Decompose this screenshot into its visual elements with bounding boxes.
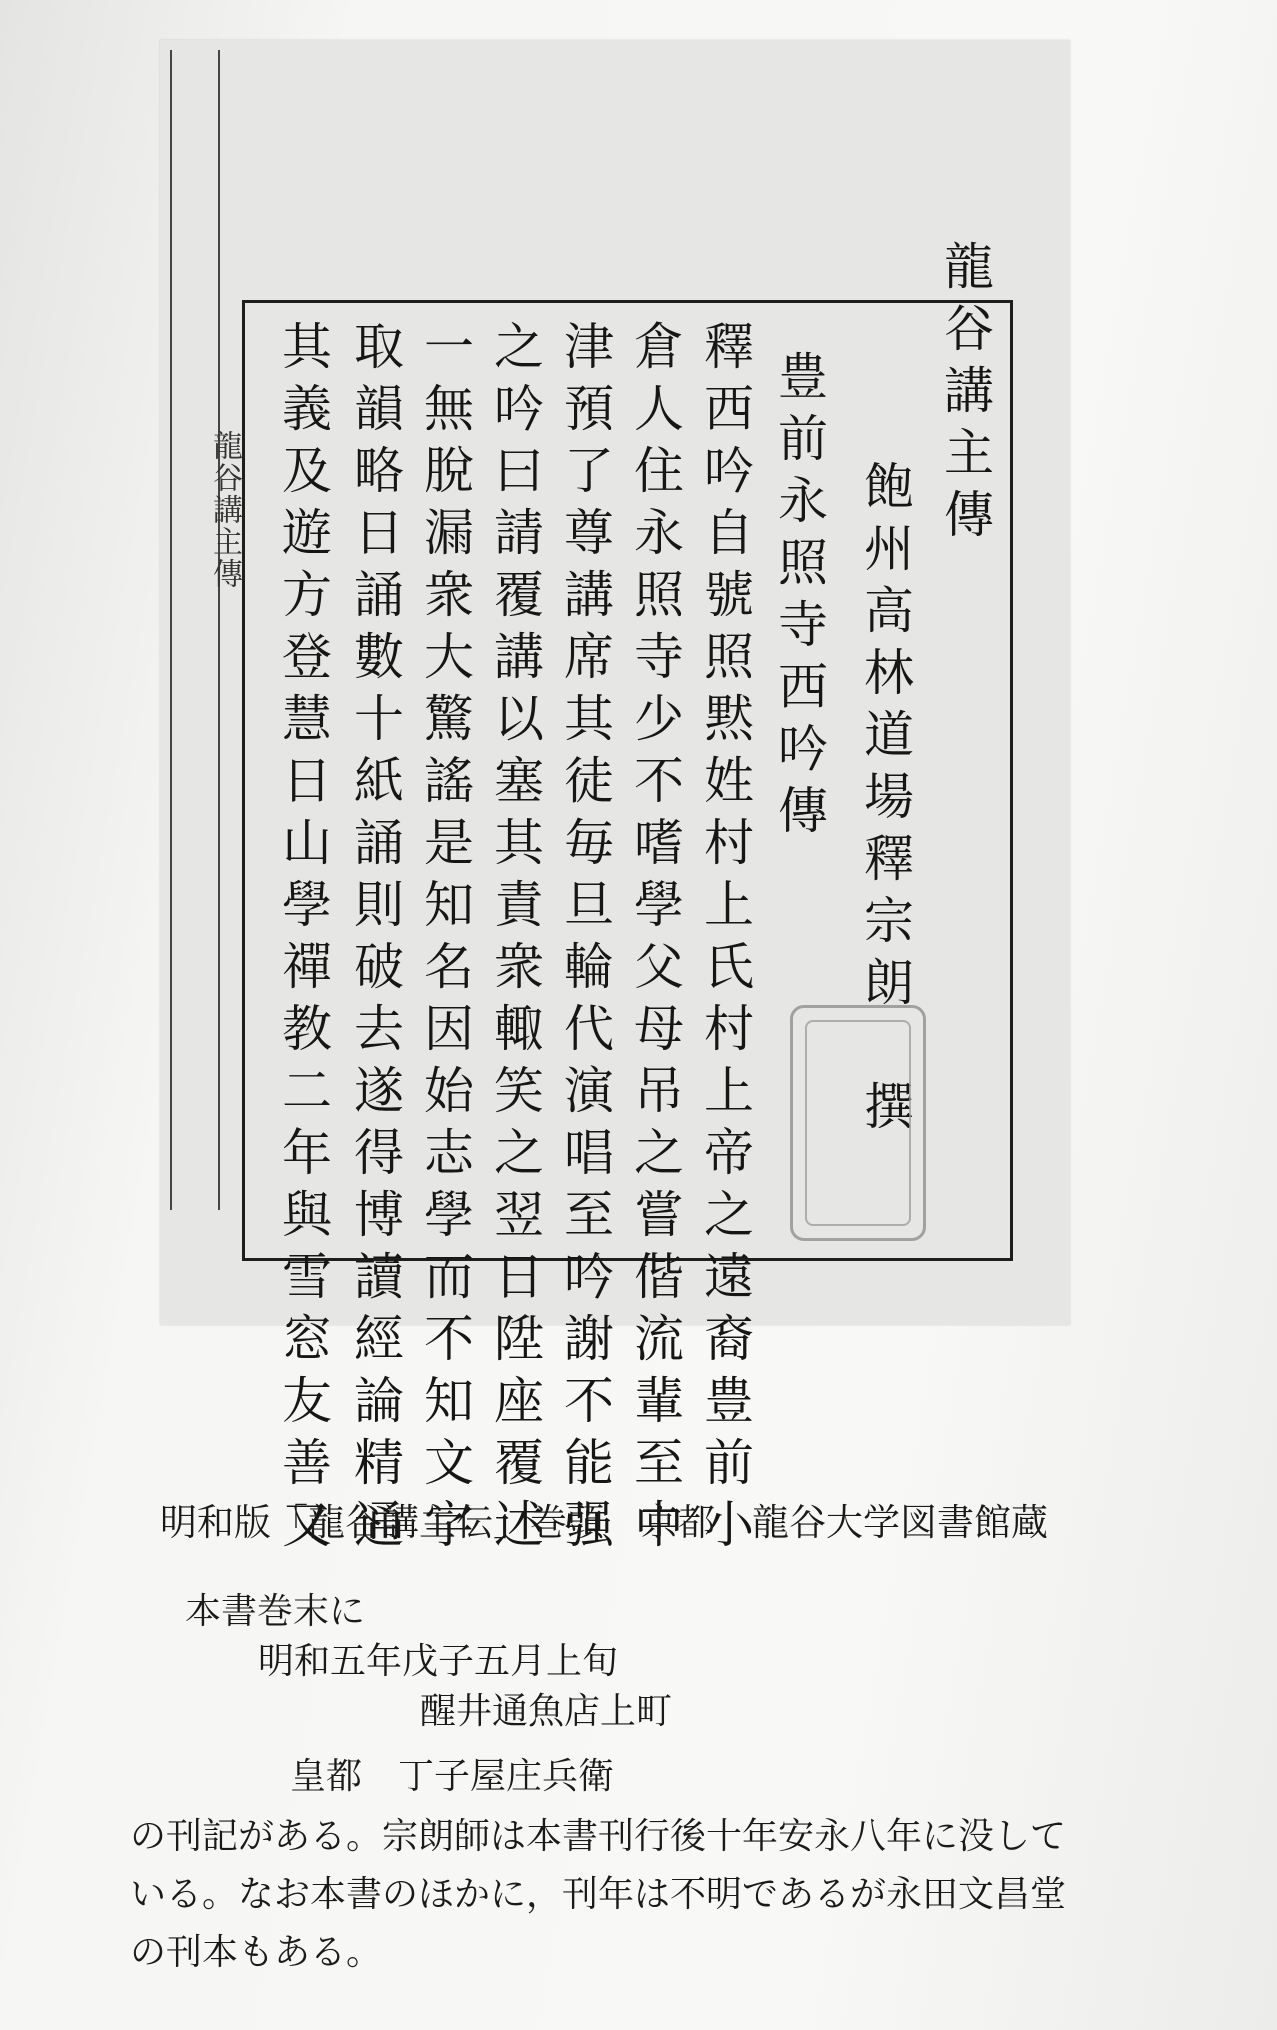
text-column: 其義及遊方登慧日山學禪教二年與雪窓友善又 — [274, 320, 332, 1560]
spine-label: 龍谷講主傳 — [207, 430, 242, 590]
text-column: 釋西吟自號照黙姓村上氏村上帝之遠裔豊前小 — [696, 320, 754, 1560]
colophon-publisher: 皇都 丁子屋庄兵衛 — [290, 1756, 615, 1797]
note-paragraph-line: の刊本もある。 — [130, 1932, 383, 1973]
note-paragraph-line: の刊記がある。宗朗師は本書刊行後十年安永八年に没して — [130, 1816, 1067, 1857]
book-spine — [170, 50, 242, 1210]
text-column: 倉人住永照寺少不嗜學父母吊之嘗偕流輩至中 — [626, 320, 684, 1560]
section-title-column: 豊前永照寺西吟傳 — [770, 350, 828, 846]
author-column: 飽州高林道場釋宗朗 撰 — [856, 460, 914, 1142]
colophon-address: 醒井通魚店上町 — [420, 1691, 673, 1732]
note-intro: 本書巻末に — [185, 1591, 366, 1632]
colophon-date: 明和五年戊子五月上旬 — [258, 1641, 619, 1682]
text-column: 之吟曰請覆講以塞其責衆輙笑之翌日陞座覆述 — [486, 320, 544, 1560]
note-paragraph-line: いる。なお本書のほかに，刊年は不明であるが永田文昌堂 — [130, 1874, 1067, 1915]
figure-caption: 明和版「龍谷講主伝」巻頭 京都 龍谷大学図書館蔵 — [160, 1501, 1048, 1544]
library-seal-stamp — [790, 1005, 926, 1241]
text-column: 一無脫漏衆大驚謠是知名因始志學而不知文字 — [416, 320, 474, 1560]
text-column: 取韻略日誦數十紙誦則破去遂得博讀經論精通 — [346, 320, 404, 1560]
text-column: 津預了尊講席其徒毎旦輪代演唱至吟謝不能强 — [556, 320, 614, 1560]
book-title-column: 龍谷講主傳 — [936, 240, 994, 550]
